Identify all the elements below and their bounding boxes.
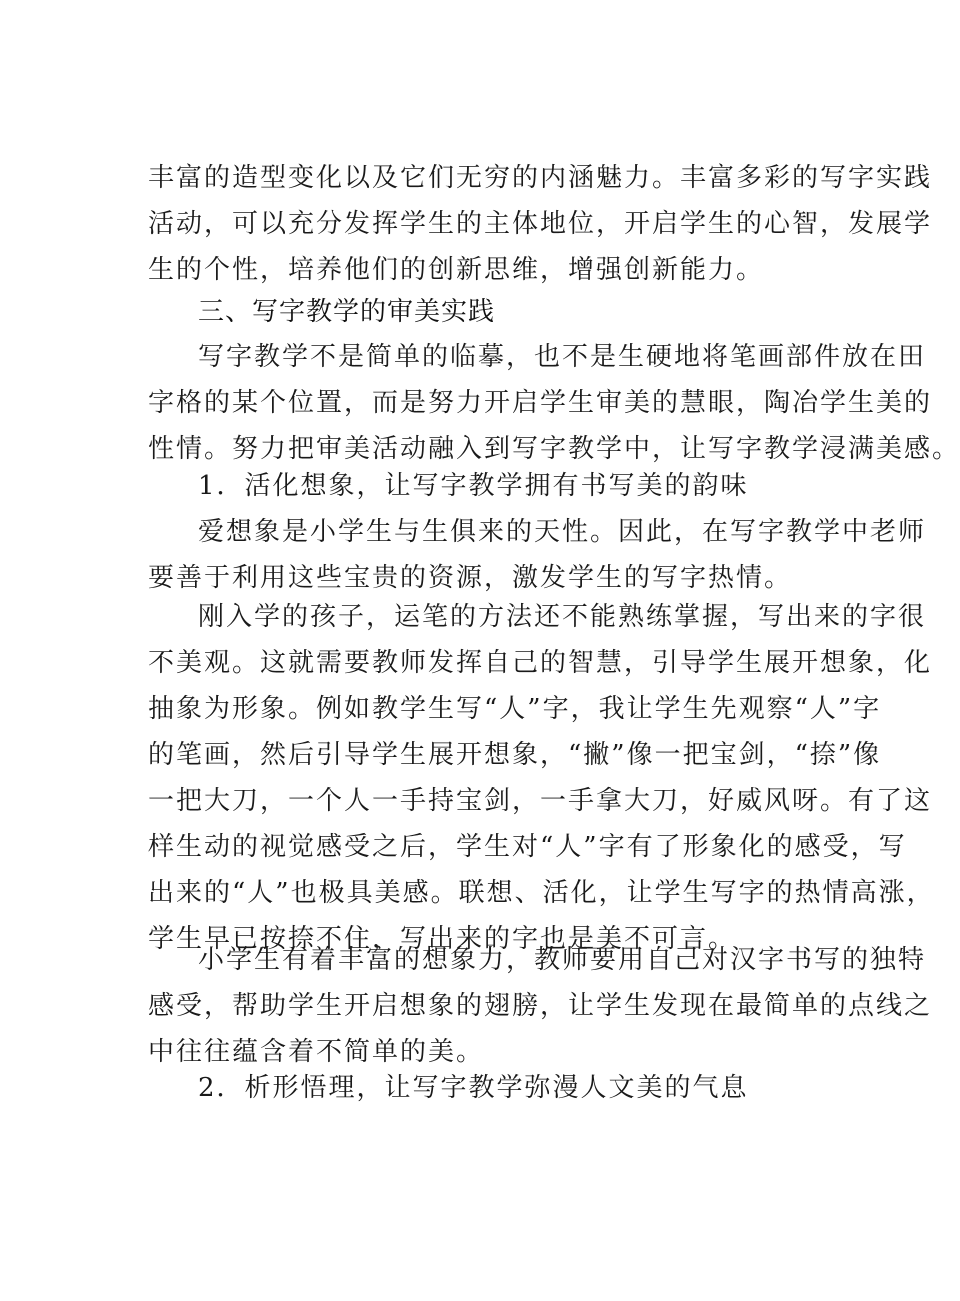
paragraph-section-intro bbox=[148, 334, 960, 472]
paragraph-line: 的笔画，然后引导学生展开想象，“撇”像一把宝剑，“捺”像 bbox=[148, 740, 882, 770]
paragraph-line: 生的个性，培养他们的创新思维，增强创新能力。 bbox=[148, 255, 765, 285]
paragraph-line: 感受，帮助学生开启想象的翅膀，让学生发现在最简单的点线之 bbox=[148, 991, 933, 1021]
paragraph-line: 样生动的视觉感受之后，学生对“人”字有了形象化的感受，写 bbox=[148, 832, 907, 862]
paragraph-imagination bbox=[148, 509, 927, 601]
paragraph-line: 丰富的造型变化以及它们无穷的内涵魅力。丰富多彩的写字实践 bbox=[148, 163, 933, 193]
paragraph-line: 要善于利用这些宝贵的资源，激发学生的写字热情。 bbox=[148, 563, 793, 593]
paragraph-line: 出来的“人”也极具美感。联想、活化，让学生写字的热情高涨， bbox=[148, 878, 935, 908]
section-heading: 三、写字教学的审美实践 bbox=[198, 297, 496, 327]
paragraph-line: 刚入学的孩子，运笔的方法还不能熟练掌握，写出来的字很 bbox=[198, 602, 927, 632]
paragraph-intro-end bbox=[148, 155, 933, 293]
subheading-1: 1．活化想象，让写字教学拥有书写美的韵味 bbox=[198, 471, 749, 501]
paragraph-line: 学生早已按捺不住，写出来的字也是美不可言。 bbox=[148, 924, 737, 954]
paragraph-wings bbox=[148, 937, 933, 1075]
paragraph-line: 字格的某个位置，而是努力开启学生审美的慧眼，陶冶学生美的 bbox=[148, 388, 933, 418]
paragraph-line: 写字教学不是简单的临摹，也不是生硬地将笔画部件放在田 bbox=[198, 342, 927, 372]
subheading-2: 2．析形悟理，让写字教学弥漫人文美的气息 bbox=[198, 1073, 749, 1103]
paragraph-line: 一把大刀，一个人一手持宝剑，一手拿大刀，好威风呀。有了这 bbox=[148, 786, 933, 816]
paragraph-line: 中往往蕴含着不简单的美。 bbox=[148, 1037, 485, 1067]
paragraph-line: 活动，可以充分发挥学生的主体地位，开启学生的心智，发展学 bbox=[148, 209, 933, 239]
paragraph-line: 爱想象是小学生与生俱来的天性。因此，在写字教学中老师 bbox=[198, 517, 927, 547]
paragraph-line: 小学生有着丰富的想象力，教师要用自己对汉字书写的独特 bbox=[198, 945, 927, 975]
paragraph-line: 不美观。这就需要教师发挥自己的智慧，引导学生展开想象，化 bbox=[148, 648, 933, 678]
paragraph-line: 性情。努力把审美活动融入到写字教学中，让写字教学浸满美感。 bbox=[148, 434, 960, 464]
paragraph-line: 抽象为形象。例如教学生写“人”字，我让学生先观察“人”字 bbox=[148, 694, 882, 724]
